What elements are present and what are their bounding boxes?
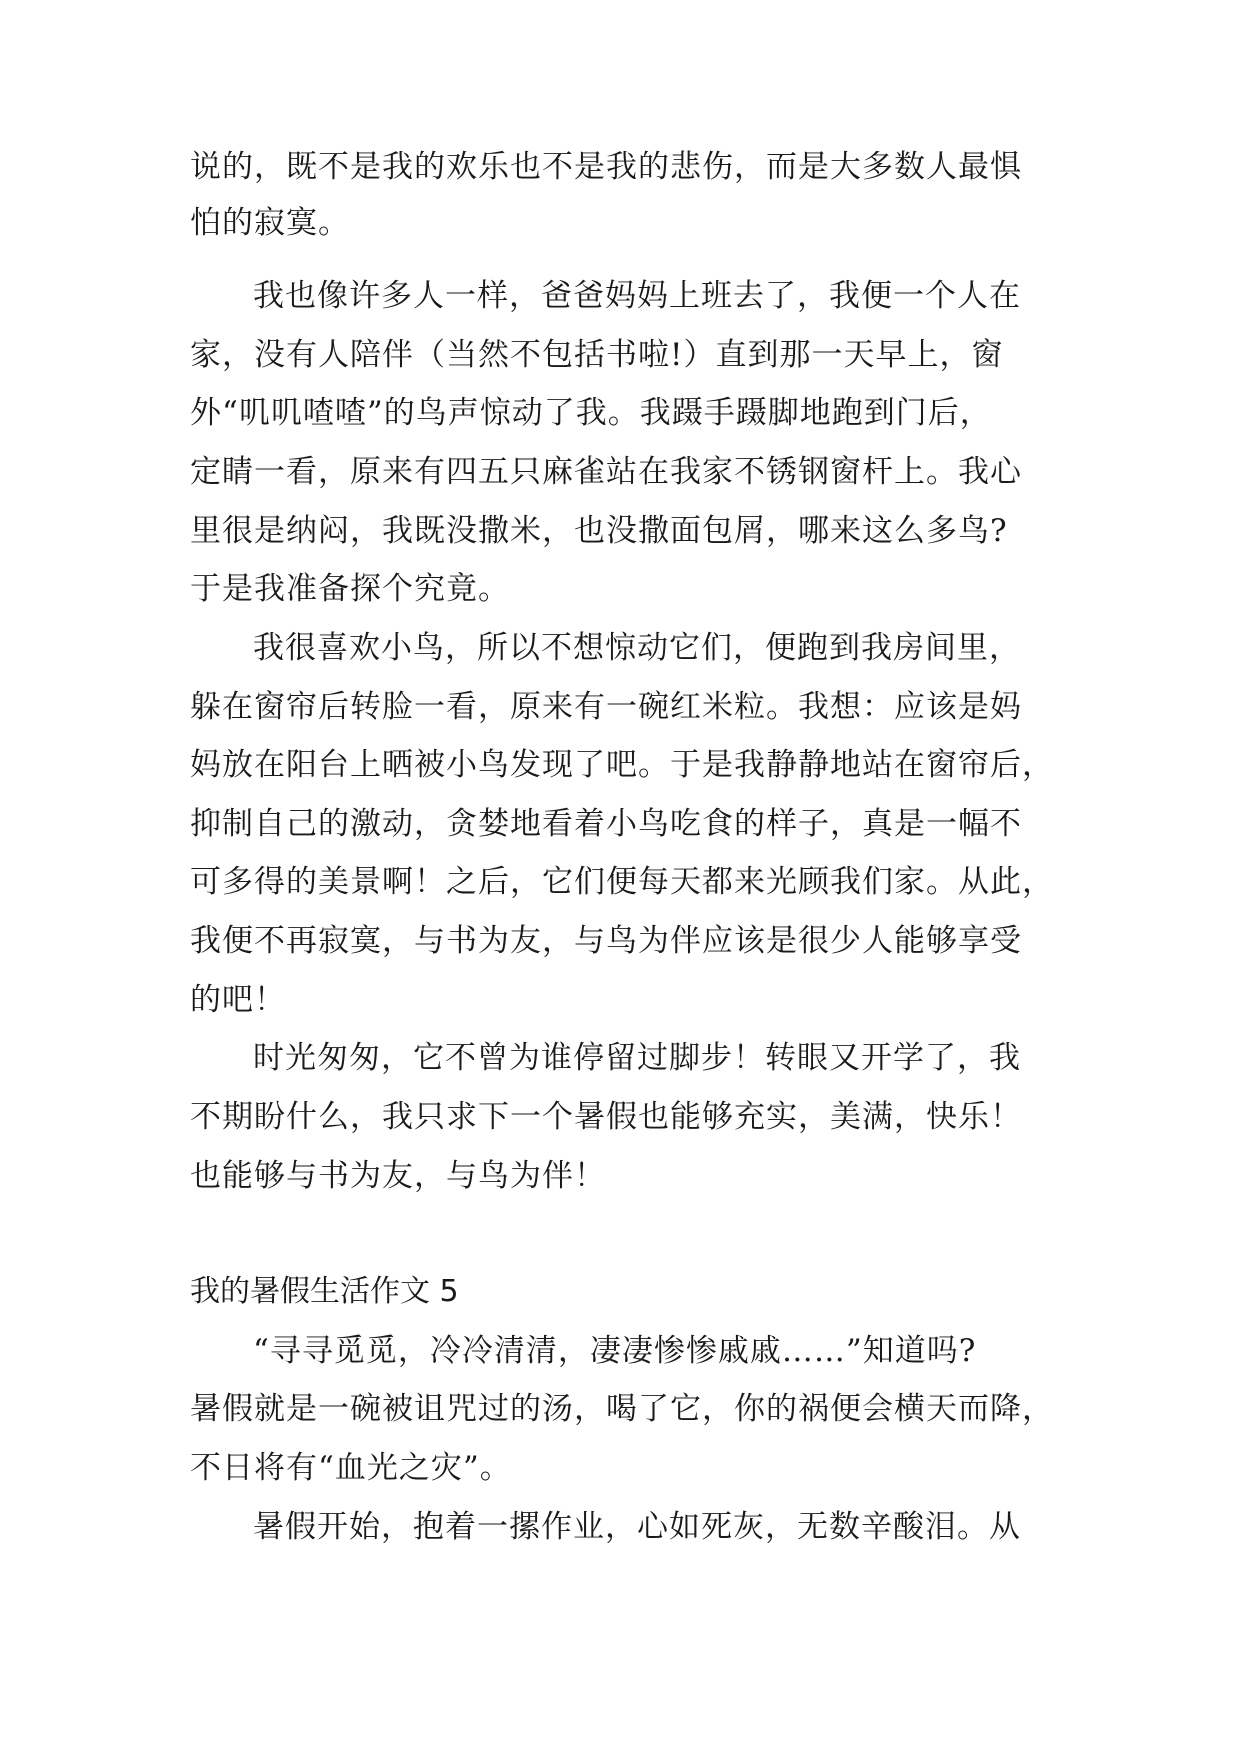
paragraph-line: 也能够与书为友，与鸟为伴！ bbox=[190, 1158, 606, 1194]
section-heading: 我的暑假生活作文 5 bbox=[190, 1274, 459, 1309]
paragraph-line: 躲在窗帘后转脸一看，原来有一碗红米粒。我想：应该是妈 bbox=[190, 689, 1022, 725]
paragraph-line: 家，没有人陪伴（当然不包括书啦!）直到那一天早上，窗 bbox=[190, 337, 1004, 373]
paragraph-line: 暑假就是一碗被诅咒过的汤，喝了它，你的祸便会横天而降， bbox=[190, 1391, 1054, 1427]
paragraph-line: 可多得的美景啊！之后，它们便每天都来光顾我们家。从此， bbox=[190, 864, 1054, 900]
paragraph-line: 不日将有“血光之灾”。 bbox=[190, 1450, 512, 1486]
paragraph-line: 的吧！ bbox=[190, 982, 286, 1018]
paragraph-line: 于是我准备探个究竟。 bbox=[190, 571, 510, 607]
paragraph-line: 里很是纳闷，我既没撒米，也没撒面包屑，哪来这么多鸟? bbox=[190, 513, 1008, 549]
paragraph-line: 我也像许多人一样，爸爸妈妈上班去了，我便一个人在 bbox=[253, 278, 1021, 314]
paragraph-line: 妈放在阳台上晒被小鸟发现了吧。于是我静静地站在窗帘后， bbox=[190, 747, 1054, 783]
paragraph-line: 定睛一看，原来有四五只麻雀站在我家不锈钢窗杆上。我心 bbox=[190, 454, 1022, 490]
paragraph-line: 我便不再寂寞，与书为友，与鸟为伴应该是很少人能够享受 bbox=[190, 923, 1022, 959]
paragraph-line: “寻寻觅觅，冷冷清清，凄凄惨惨戚戚……”知道吗? bbox=[253, 1333, 977, 1369]
paragraph-line: 暑假开始，抱着一摞作业，心如死灰，无数辛酸泪。从 bbox=[253, 1509, 1021, 1545]
paragraph-line: 抑制自己的激动，贪婪地看着小鸟吃食的样子，真是一幅不 bbox=[190, 806, 1022, 842]
paragraph-line: 我很喜欢小鸟，所以不想惊动它们，便跑到我房间里， bbox=[253, 630, 1021, 666]
paragraph-line: 外“叽叽喳喳”的鸟声惊动了我。我蹑手蹑脚地跑到门后， bbox=[190, 395, 992, 431]
paragraph-line: 不期盼什么，我只求下一个暑假也能够充实，美满，快乐！ bbox=[190, 1099, 1022, 1135]
paragraph-line: 说的，既不是我的欢乐也不是我的悲伤，而是大多数人最惧 bbox=[190, 149, 1022, 185]
paragraph-line: 时光匆匆，它不曾为谁停留过脚步！转眼又开学了，我 bbox=[253, 1040, 1021, 1076]
paragraph-line: 怕的寂寞。 bbox=[190, 205, 350, 241]
